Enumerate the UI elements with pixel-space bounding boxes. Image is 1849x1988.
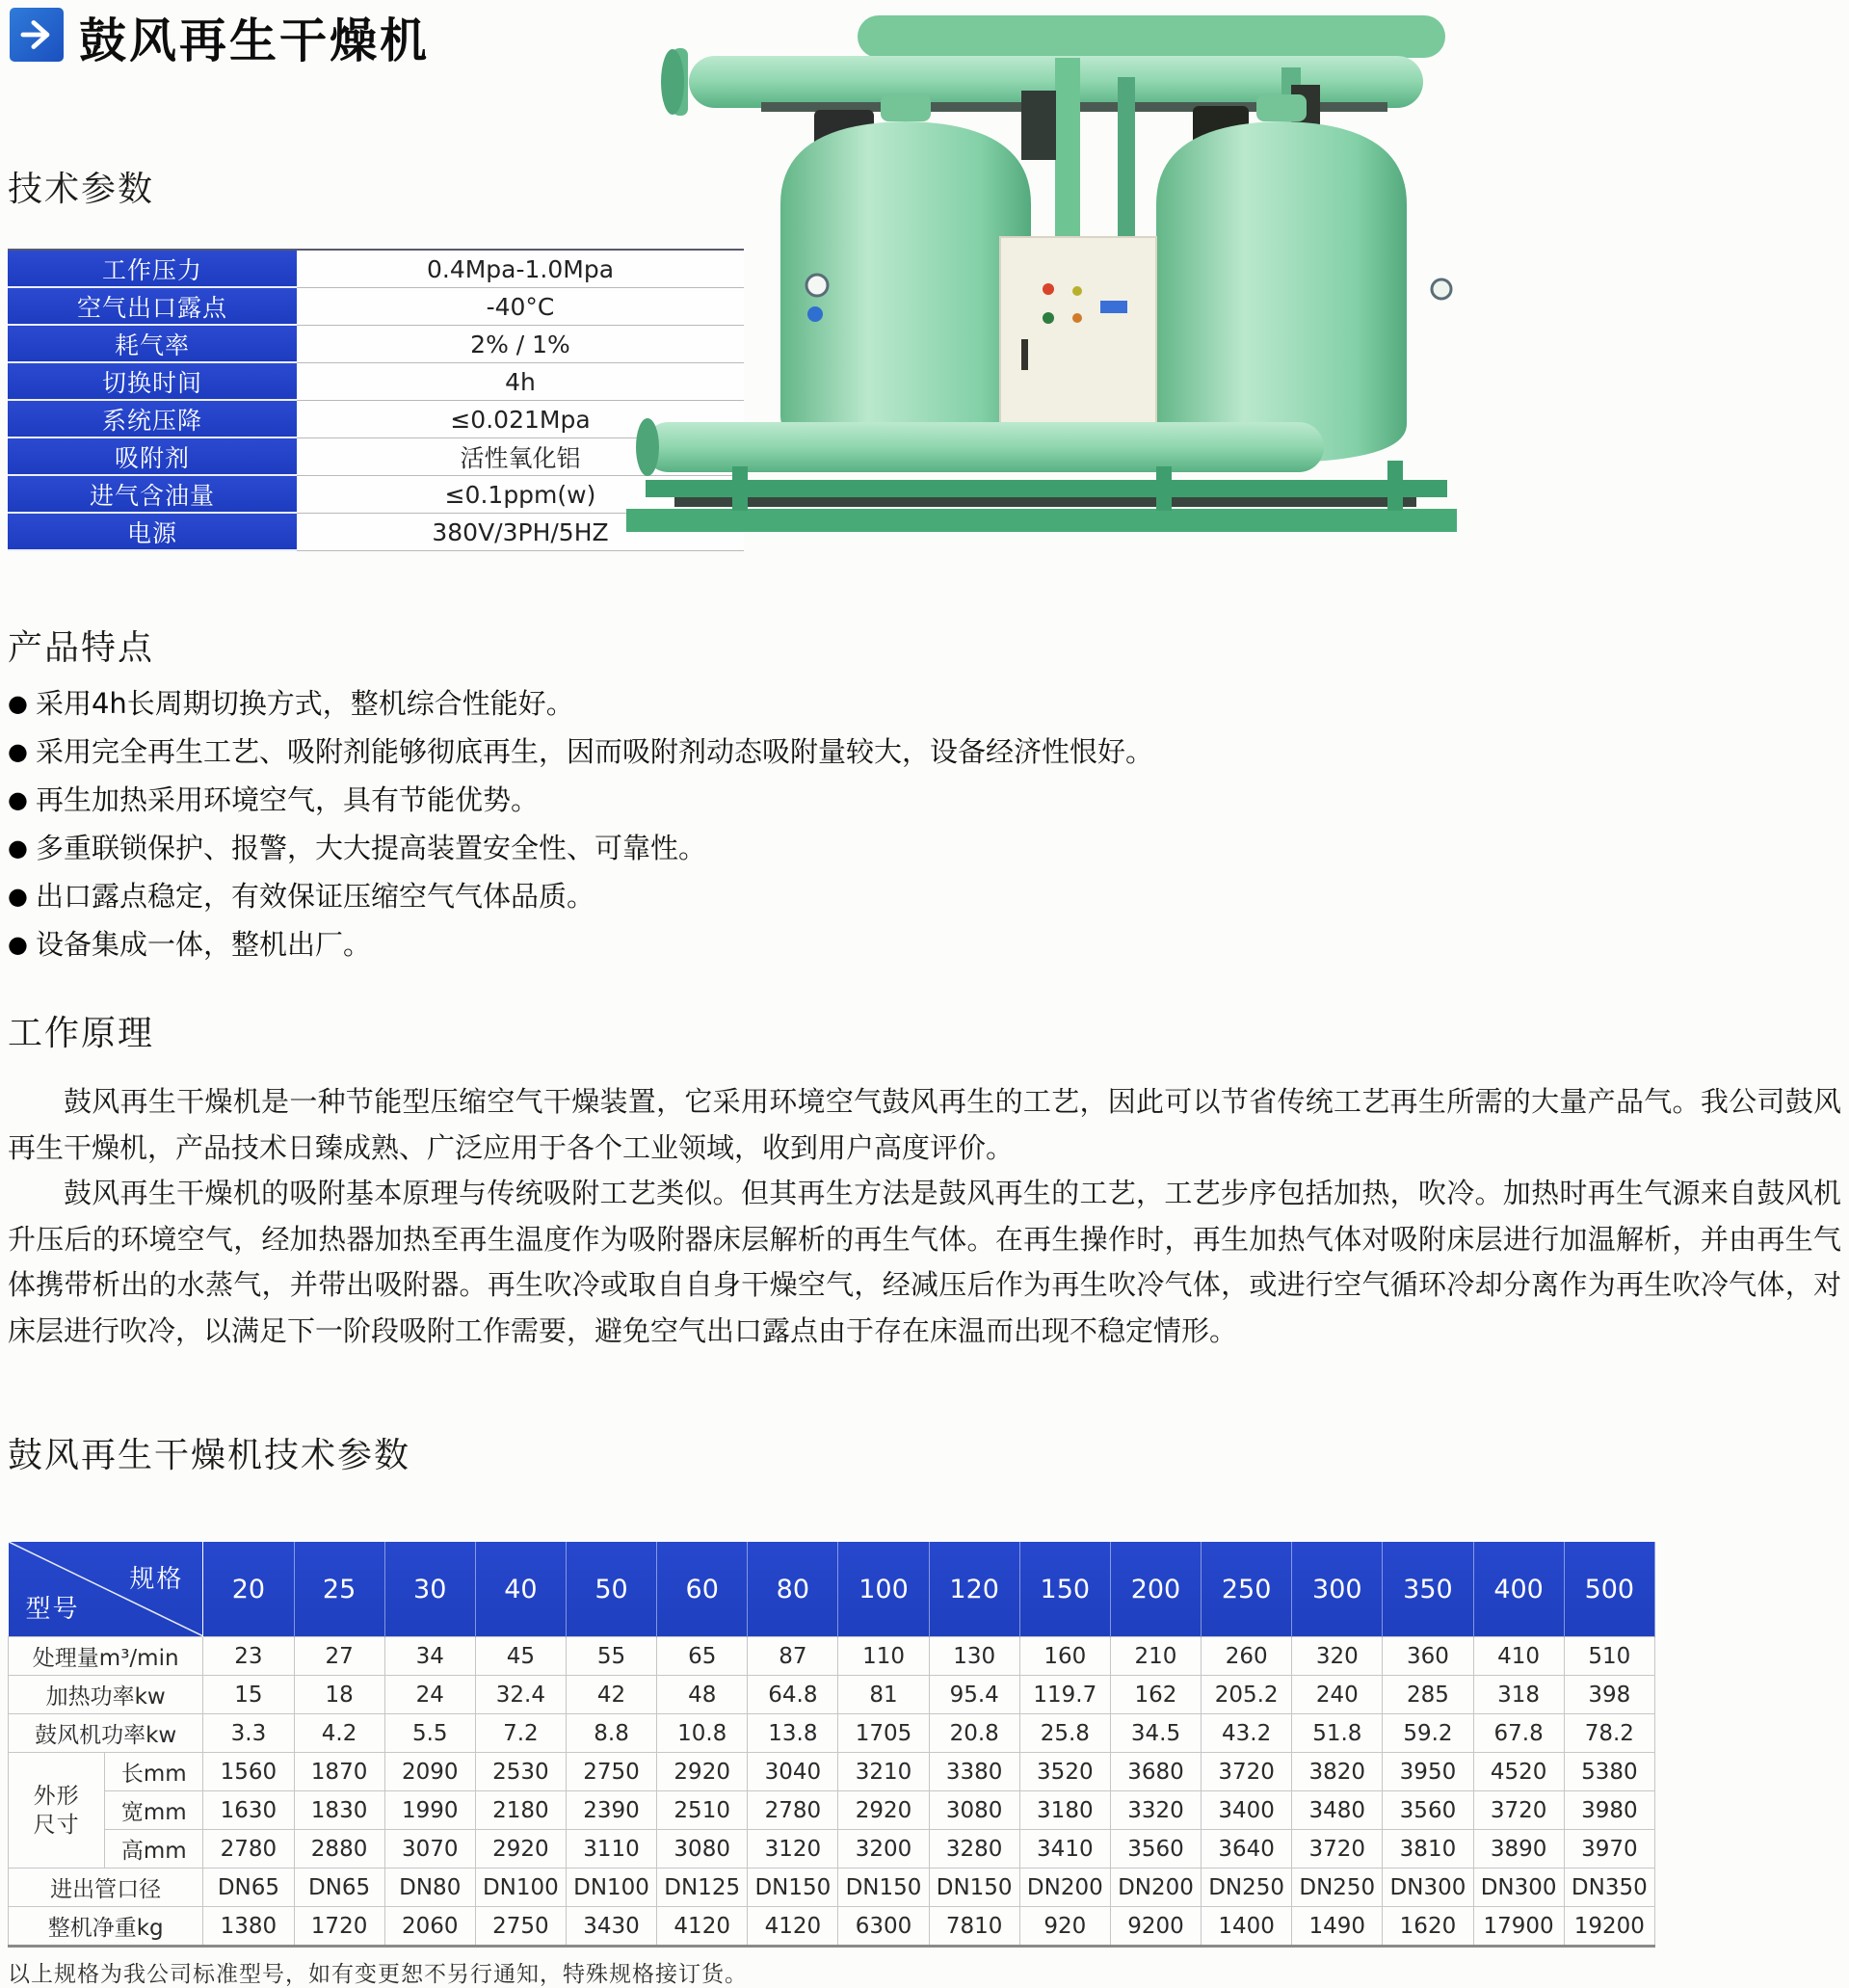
- model-cell: 318: [1473, 1676, 1564, 1714]
- model-cell: DN100: [566, 1869, 656, 1907]
- model-row-label: 处理量m³/min: [9, 1637, 203, 1676]
- model-table-row: [9, 1830, 1655, 1869]
- model-column-header: 50: [566, 1542, 656, 1637]
- model-cell: 23: [203, 1637, 294, 1676]
- model-cell: DN65: [203, 1869, 294, 1907]
- model-cell: 19200: [1564, 1907, 1654, 1947]
- model-cell: DN150: [838, 1869, 929, 1907]
- bullet-icon: ●: [8, 883, 28, 910]
- model-cell: 2510: [657, 1791, 748, 1830]
- feature-item: [8, 687, 1549, 720]
- model-cell: 3.3: [203, 1714, 294, 1753]
- spec-row-value: ≤0.1ppm(w): [297, 476, 744, 514]
- model-cell: 3720: [1473, 1791, 1564, 1830]
- spec-row-value: 2% / 1%: [297, 326, 744, 363]
- model-column-header: 30: [384, 1542, 475, 1637]
- model-cell: 240: [1292, 1676, 1383, 1714]
- model-cell: 1620: [1383, 1907, 1473, 1947]
- model-cell: 3180: [1019, 1791, 1110, 1830]
- model-cell: 210: [1110, 1637, 1201, 1676]
- feature-text: 采用完全再生工艺、吸附剂能够彻底再生，因而吸附剂动态吸附量较大，设备经济性恨好。: [35, 735, 1153, 768]
- model-table-row: [9, 1907, 1655, 1947]
- spec-row-value: 380V/3PH/5HZ: [297, 514, 744, 551]
- model-cell: 3560: [1383, 1791, 1473, 1830]
- model-cell: 43.2: [1202, 1714, 1292, 1753]
- model-cell: DN100: [475, 1869, 566, 1907]
- model-cell: 64.8: [748, 1676, 838, 1714]
- model-row-label: 进出管口径: [9, 1869, 203, 1907]
- model-cell: 3070: [384, 1830, 475, 1869]
- model-cell: 2780: [748, 1791, 838, 1830]
- model-row-label: 整机净重kg: [9, 1907, 203, 1947]
- model-cell: 3120: [748, 1830, 838, 1869]
- feature-text: 多重联锁保护、报警，大大提高装置安全性、可靠性。: [35, 832, 706, 864]
- model-column-header: 100: [838, 1542, 929, 1637]
- model-cell: 3640: [1202, 1830, 1292, 1869]
- model-table-row: [9, 1676, 1655, 1714]
- model-table-corner: [9, 1542, 203, 1637]
- model-cell: 1720: [294, 1907, 384, 1947]
- model-cell: 1705: [838, 1714, 929, 1753]
- feature-list: [8, 687, 1549, 979]
- model-cell: 3430: [566, 1907, 656, 1947]
- model-cell: 65: [657, 1637, 748, 1676]
- model-cell: 42: [566, 1676, 656, 1714]
- model-cell: DN125: [657, 1869, 748, 1907]
- feature-item: [8, 783, 1549, 816]
- spec-row-value: -40°C: [297, 288, 744, 326]
- model-cell: 13.8: [748, 1714, 838, 1753]
- model-cell: 3810: [1383, 1830, 1473, 1869]
- model-cell: 2780: [203, 1830, 294, 1869]
- model-cell: 260: [1202, 1637, 1292, 1676]
- section-title-model-params: 鼓风再生干燥机技术参数: [8, 1436, 411, 1475]
- model-cell: DN250: [1292, 1869, 1383, 1907]
- model-cell: 3040: [748, 1753, 838, 1791]
- model-cell: 17900: [1473, 1907, 1564, 1947]
- model-cell: 10.8: [657, 1714, 748, 1753]
- model-cell: 4120: [748, 1907, 838, 1947]
- model-cell: 3210: [838, 1753, 929, 1791]
- model-cell: 360: [1383, 1637, 1473, 1676]
- model-cell: 1990: [384, 1791, 475, 1830]
- model-table-row: [9, 1637, 1655, 1676]
- bullet-icon: ●: [8, 786, 28, 813]
- model-cell: 24: [384, 1676, 475, 1714]
- model-cell: 3720: [1292, 1830, 1383, 1869]
- model-column-header: 25: [294, 1542, 384, 1637]
- model-cell: 3380: [929, 1753, 1019, 1791]
- model-cell: 81: [838, 1676, 929, 1714]
- model-cell: 1490: [1292, 1907, 1383, 1947]
- model-cell: 3080: [657, 1830, 748, 1869]
- model-table: [8, 1542, 1655, 1948]
- model-cell: 32.4: [475, 1676, 566, 1714]
- model-cell: 3320: [1110, 1791, 1201, 1830]
- model-cell: 2180: [475, 1791, 566, 1830]
- model-cell: 4520: [1473, 1753, 1564, 1791]
- feature-text: 采用4h长周期切换方式，整机综合性能好。: [35, 687, 574, 720]
- model-cell: DN250: [1202, 1869, 1292, 1907]
- model-cell: DN80: [384, 1869, 475, 1907]
- model-cell: 2920: [475, 1830, 566, 1869]
- model-cell: 4.2: [294, 1714, 384, 1753]
- page-title: 鼓风再生干燥机: [79, 13, 431, 68]
- model-cell: 4120: [657, 1907, 748, 1947]
- model-row-label: 鼓风机功率kw: [9, 1714, 203, 1753]
- model-cell: 162: [1110, 1676, 1201, 1714]
- model-cell: DN300: [1473, 1869, 1564, 1907]
- model-cell: 9200: [1110, 1907, 1201, 1947]
- model-cell: 5380: [1564, 1753, 1654, 1791]
- model-cell: 20.8: [929, 1714, 1019, 1753]
- model-row-label: 加热功率kw: [9, 1676, 203, 1714]
- model-column-header: 400: [1473, 1542, 1564, 1637]
- corner-spec-label: 规格: [129, 1565, 184, 1594]
- product-photo: [617, 0, 1465, 569]
- model-cell: 59.2: [1383, 1714, 1473, 1753]
- model-cell: 3080: [929, 1791, 1019, 1830]
- model-cell: DN65: [294, 1869, 384, 1907]
- model-cell: 920: [1019, 1907, 1110, 1947]
- model-cell: 45: [475, 1637, 566, 1676]
- model-column-header: 150: [1019, 1542, 1110, 1637]
- spec-row-label: 工作压力: [8, 251, 297, 288]
- model-cell: 7810: [929, 1907, 1019, 1947]
- model-cell: 130: [929, 1637, 1019, 1676]
- model-column-header: 300: [1292, 1542, 1383, 1637]
- model-cell: 3280: [929, 1830, 1019, 1869]
- spec-row-value: 4h: [297, 363, 744, 401]
- model-cell: 320: [1292, 1637, 1383, 1676]
- model-column-header: 500: [1564, 1542, 1654, 1637]
- spec-row-label: 电源: [8, 514, 297, 551]
- spec-row-label: 系统压降: [8, 401, 297, 438]
- model-cell: 5.5: [384, 1714, 475, 1753]
- model-cell: 3560: [1110, 1830, 1201, 1869]
- model-cell: 6300: [838, 1907, 929, 1947]
- model-cell: 1830: [294, 1791, 384, 1830]
- model-cell: 2090: [384, 1753, 475, 1791]
- model-cell: 55: [566, 1637, 656, 1676]
- model-cell: 3890: [1473, 1830, 1564, 1869]
- model-cell: 78.2: [1564, 1714, 1654, 1753]
- model-row-label: 长mm: [105, 1753, 203, 1791]
- model-cell: 27: [294, 1637, 384, 1676]
- model-table-row: [9, 1714, 1655, 1753]
- model-cell: 3950: [1383, 1753, 1473, 1791]
- model-cell: 3110: [566, 1830, 656, 1869]
- spec-row-label: 吸附剂: [8, 438, 297, 476]
- model-cell: 110: [838, 1637, 929, 1676]
- feature-item: [8, 928, 1549, 961]
- bullet-icon: ●: [8, 835, 28, 861]
- model-cell: 3680: [1110, 1753, 1201, 1791]
- model-cell: 160: [1019, 1637, 1110, 1676]
- spec-row-value: ≤0.021Mpa: [297, 401, 744, 438]
- model-cell: 3980: [1564, 1791, 1654, 1830]
- model-cell: 95.4: [929, 1676, 1019, 1714]
- model-column-header: 250: [1202, 1542, 1292, 1637]
- model-cell: 15: [203, 1676, 294, 1714]
- model-table-wrap: [8, 1542, 1655, 1948]
- corner-model-label: 型号: [25, 1595, 80, 1624]
- principle-paragraphs: [8, 1079, 1841, 1355]
- bullet-icon: ●: [8, 738, 28, 765]
- model-cell: 410: [1473, 1637, 1564, 1676]
- model-cell: 285: [1383, 1676, 1473, 1714]
- model-cell: 67.8: [1473, 1714, 1564, 1753]
- bullet-icon: ●: [8, 931, 28, 958]
- model-cell: 119.7: [1019, 1676, 1110, 1714]
- model-cell: 48: [657, 1676, 748, 1714]
- section-title-features: 产品特点: [8, 628, 155, 668]
- model-cell: 3970: [1564, 1830, 1654, 1869]
- spec-row-label: 耗气率: [8, 326, 297, 363]
- model-cell: 205.2: [1202, 1676, 1292, 1714]
- model-cell: 2060: [384, 1907, 475, 1947]
- spec-row-label: 进气含油量: [8, 476, 297, 514]
- spec-row-label: 空气出口露点: [8, 288, 297, 326]
- model-cell: 2750: [566, 1753, 656, 1791]
- footnote: 以上规格为我公司标准型号，如有变更恕不另行通知，特殊规格接订货。: [8, 1962, 748, 1987]
- spec-row-value: 活性氧化铝: [297, 438, 744, 476]
- model-cell: 2750: [475, 1907, 566, 1947]
- model-column-header: 20: [203, 1542, 294, 1637]
- model-cell: 1560: [203, 1753, 294, 1791]
- model-table-header-row: [9, 1542, 1655, 1637]
- model-cell: 87: [748, 1637, 838, 1676]
- feature-text: 设备集成一体，整机出厂。: [35, 928, 371, 961]
- model-row-label: 高mm: [105, 1830, 203, 1869]
- model-cell: 510: [1564, 1637, 1654, 1676]
- principle-paragraph: 鼓风再生干燥机的吸附基本原理与传统吸附工艺类似。但其再生方法是鼓风再生的工艺，工艺步序包括加热，吹冷。加热时再生气源来自鼓风机升压后的环境空气，经加热器加热至再生温度作为吸附器床层解析的再生气体。在再生操作时，再生加热气体对吸附床层进行加温解析，并由再生气体携带析出的水蒸气，并带出吸附器。再生吹冷或取自自身干燥空气，经减压后作为再生吹冷气体，或进行空气循环冷却分离作为再生吹冷气体，对床层进行吹冷，以满足下一阶段吸附工作需要，避免空气出口露点由于存在床温而出现不稳定情形。: [8, 1177, 1841, 1347]
- model-cell: 3410: [1019, 1830, 1110, 1869]
- spec-row-label: 切换时间: [8, 363, 297, 401]
- model-column-header: 80: [748, 1542, 838, 1637]
- model-cell: 3400: [1202, 1791, 1292, 1830]
- spec-row-value: 0.4Mpa-1.0Mpa: [297, 251, 744, 288]
- model-row-group-text: 外形尺寸: [33, 1783, 80, 1838]
- bullet-icon: ●: [8, 690, 28, 717]
- model-cell: 8.8: [566, 1714, 656, 1753]
- feature-item: [8, 832, 1549, 864]
- model-cell: 18: [294, 1676, 384, 1714]
- model-table-row: [9, 1791, 1655, 1830]
- model-row-label: 宽mm: [105, 1791, 203, 1830]
- section-title-tech-params: 技术参数: [8, 170, 155, 209]
- model-column-header: 200: [1110, 1542, 1201, 1637]
- model-cell: DN300: [1383, 1869, 1473, 1907]
- model-cell: 3480: [1292, 1791, 1383, 1830]
- model-cell: 3820: [1292, 1753, 1383, 1791]
- model-cell: 34: [384, 1637, 475, 1676]
- model-cell: 2390: [566, 1791, 656, 1830]
- model-cell: 3720: [1202, 1753, 1292, 1791]
- model-column-header: 60: [657, 1542, 748, 1637]
- model-column-header: 40: [475, 1542, 566, 1637]
- model-table-row: [9, 1753, 1655, 1791]
- model-cell: 1380: [203, 1907, 294, 1947]
- model-cell: DN200: [1110, 1869, 1201, 1907]
- feature-item: [8, 735, 1549, 768]
- model-cell: DN150: [929, 1869, 1019, 1907]
- model-cell: 3200: [838, 1830, 929, 1869]
- arrow-right-icon: [10, 8, 64, 62]
- model-cell: 2920: [838, 1791, 929, 1830]
- model-cell: 1870: [294, 1753, 384, 1791]
- model-cell: 1630: [203, 1791, 294, 1830]
- model-column-header: 350: [1383, 1542, 1473, 1637]
- model-cell: 7.2: [475, 1714, 566, 1753]
- feature-text: 再生加热采用环境空气，具有节能优势。: [35, 783, 539, 816]
- model-cell: 2880: [294, 1830, 384, 1869]
- model-cell: 398: [1564, 1676, 1654, 1714]
- model-cell: 2920: [657, 1753, 748, 1791]
- model-cell: 34.5: [1110, 1714, 1201, 1753]
- model-cell: 1400: [1202, 1907, 1292, 1947]
- model-row-group: [9, 1753, 105, 1869]
- model-table-row: [9, 1869, 1655, 1907]
- feature-text: 出口露点稳定，有效保证压缩空气气体品质。: [35, 880, 594, 913]
- model-cell: 2530: [475, 1753, 566, 1791]
- model-cell: 51.8: [1292, 1714, 1383, 1753]
- model-cell: 25.8: [1019, 1714, 1110, 1753]
- model-cell: 3520: [1019, 1753, 1110, 1791]
- model-column-header: 120: [929, 1542, 1019, 1637]
- section-title-principle: 工作原理: [8, 1014, 155, 1053]
- model-cell: DN200: [1019, 1869, 1110, 1907]
- model-cell: DN150: [748, 1869, 838, 1907]
- feature-item: [8, 880, 1549, 913]
- model-cell: DN350: [1564, 1869, 1654, 1907]
- principle-paragraph: 鼓风再生干燥机是一种节能型压缩空气干燥装置，它采用环境空气鼓风再生的工艺，因此可以节省传统工艺再生所需的大量产品气。我公司鼓风再生干燥机，产品技术日臻成熟、广泛应用于各个工业领域，收到用户高度评价。: [8, 1085, 1841, 1164]
